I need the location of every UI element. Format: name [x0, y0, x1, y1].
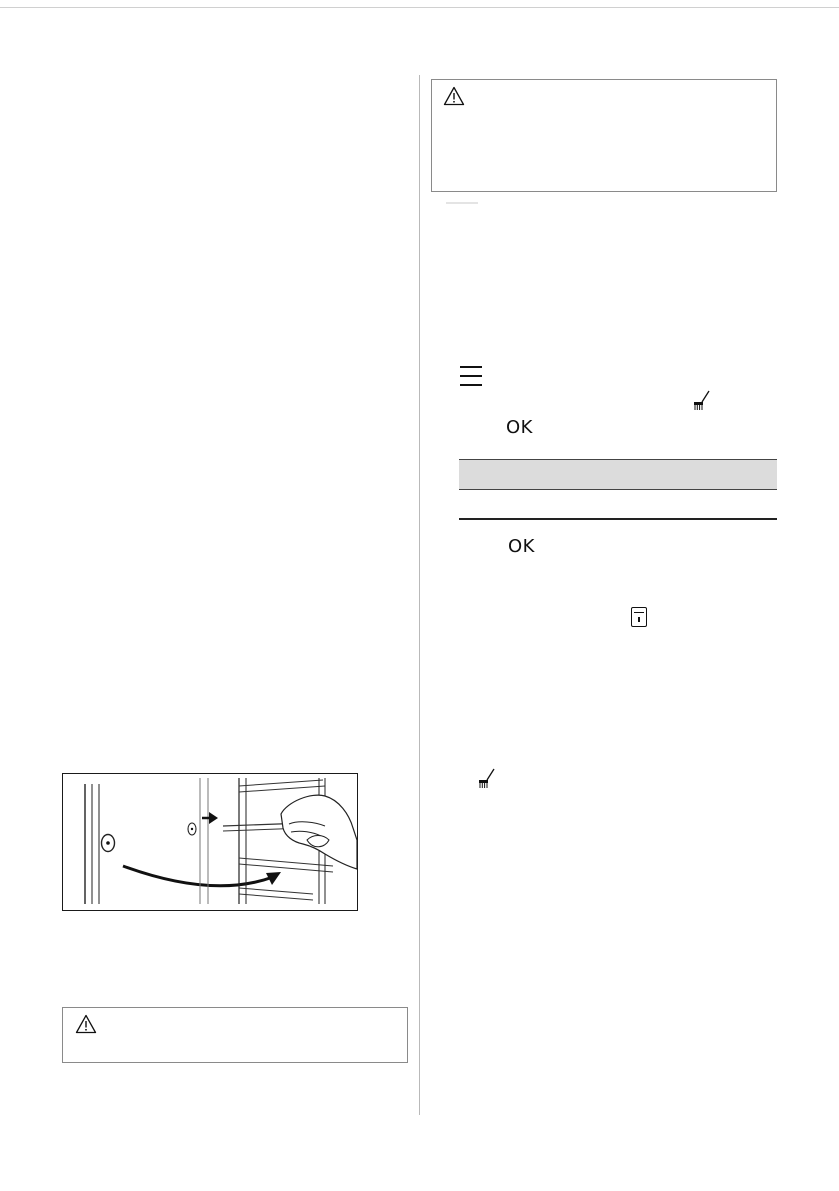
column-divider — [419, 75, 420, 1115]
brush-cleaning-icon — [693, 390, 711, 412]
hamburger-menu-icon — [460, 366, 482, 386]
door-lock-icon — [631, 607, 647, 627]
table-header-row — [459, 459, 777, 490]
warning-box-right — [431, 79, 777, 192]
warning-box-left — [62, 1007, 408, 1063]
page-top-rule — [0, 0, 839, 8]
brush-cleaning-icon — [478, 768, 496, 790]
table-row — [459, 490, 777, 520]
faint-mark — [444, 200, 480, 206]
ok-button-symbol: OK — [506, 417, 533, 438]
shelf-support-illustration — [62, 773, 358, 911]
warning-triangle-icon — [75, 1014, 97, 1034]
ok-button-symbol: OK — [508, 536, 535, 557]
warning-triangle-icon — [443, 86, 465, 106]
oven-shelf-drawing — [63, 774, 357, 910]
